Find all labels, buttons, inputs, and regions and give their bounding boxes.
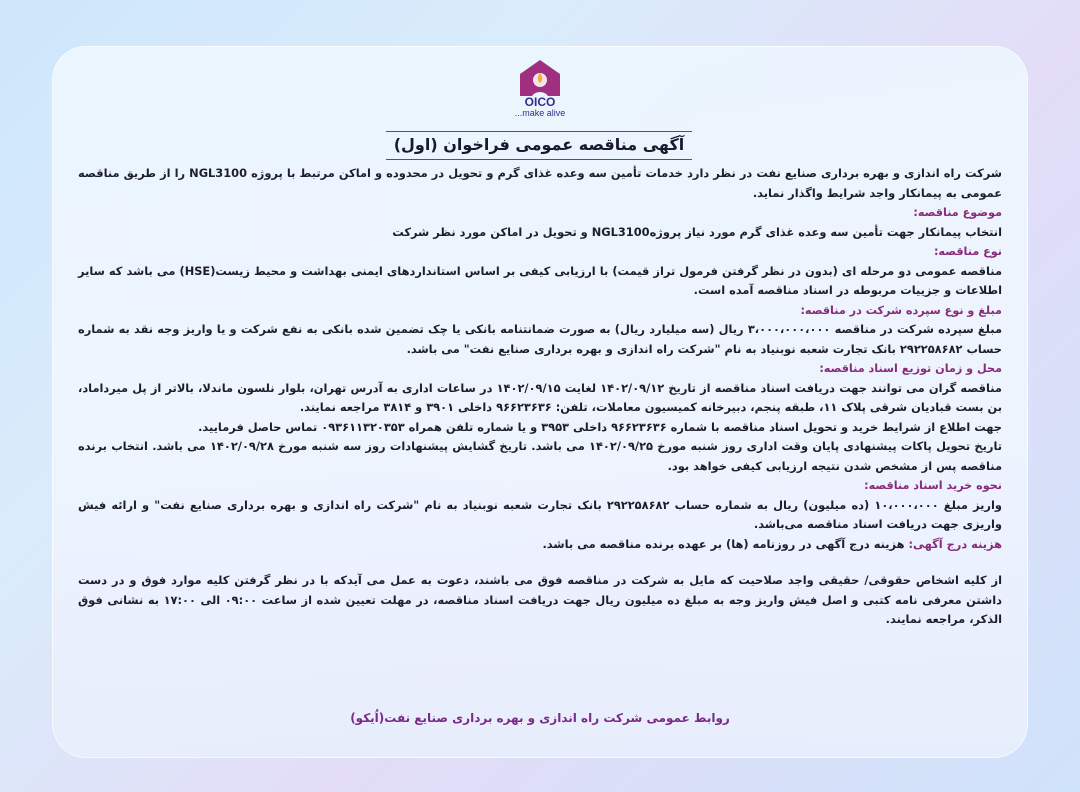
logo-house-icon xyxy=(518,58,562,98)
ad-cost-line xyxy=(78,535,1002,555)
footer-signature: روابط عمومی شرکت راه اندازی و بهره برداری صنایع نفت(اُیکو) xyxy=(350,711,730,725)
purchase-heading: نحوه خرید اسناد مناقصه: xyxy=(864,479,1002,492)
deposit-text: مبلغ سپرده شرکت در مناقصه ۳،۰۰۰،۰۰۰،۰۰۰ ریال (سه میلیارد ریال) به صورت ضمانتنامه بانکی یا چک تضمین شده بانکی به نفع شرکت و یا واریز وجه نقد به شماره حساب ۲۹۲۲۵۸۶۸۲ بانک تجارت شعبه نوبنیاد به نام "شرکت راه اندازی و بهره برداری صنایع نفت" می باشد. xyxy=(78,322,1002,356)
subject-heading: موضوع مناقصه: xyxy=(913,206,1002,219)
notice-body xyxy=(78,164,1002,630)
purchase-text: واریز مبلغ ۱۰،۰۰۰،۰۰۰ (ده میلیون) ریال به شماره حساب ۲۹۲۲۵۸۶۸۲ بانک تجارت شعبه نوبنیاد به نام "شرکت راه اندازی و بهره برداری صنایع نفت" و ارائه فیش واریزی جهت دریافت اسناد مناقصه می‌باشد. xyxy=(78,497,1002,531)
logo-slogan: ...make alive xyxy=(514,108,566,118)
subject-text: انتخاب پیمانکار جهت تأمین سه وعده غذای گرم مورد نیاز پروژهNGL3100 و تحویل در اماکن مورد نظر شرکت xyxy=(392,224,1002,239)
spacer xyxy=(78,554,1002,571)
type-heading: نوع مناقصه: xyxy=(933,245,1002,258)
info-text: جهت اطلاع از شرایط خرید و تحویل اسناد مناقصه با شماره ۹۶۶۲۳۶۳۶ داخلی ۳۹۵۳ و یا شماره تلفن همراه ۰۹۳۶۱۱۳۲۰۳۵۳ تماس حاصل فرمایید. xyxy=(198,419,1002,434)
type-text: مناقصه عمومی دو مرحله ای (بدون در نظر گرفتن فرمول تراز قیمت) با ارزیابی کیفی بر اساس استانداردهای ایمنی بهداشت و محیط زیست(HSE) می باشد که سایر اطلاعات و جزییات مربوطه در اسناد مناقصه آمده است. xyxy=(78,263,1002,297)
company-logo xyxy=(506,58,574,128)
intro-paragraph: شرکت راه اندازی و بهره برداری صنایع نفت در نظر دارد خدمات تأمین سه وعده غذای گرم و تحویل در محدوده و اماکن مرتبط با پروژه NGL3100 را از طریق مناقصه عمومی به پیمانکار واجد شرایط واگذار نماید. xyxy=(78,166,1002,200)
distribution-heading: محل و زمان توزیع اسناد مناقصه: xyxy=(819,362,1002,375)
notice-title: آگهی مناقصه عمومی فراخوان (اول) xyxy=(393,135,685,154)
title-bottom-rule xyxy=(386,159,692,160)
logo-brand: OICO xyxy=(524,95,556,109)
ad-cost-heading: هزینه درج آگهی: xyxy=(908,536,1002,551)
distribution-text: مناقصه گران می توانند جهت دریافت اسناد مناقصه از تاریخ ۱۴۰۲/۰۹/۱۲ لغایت ۱۴۰۲/۰۹/۱۵ در ساعات اداری به آدرس تهران، بلوار نلسون ماندلا، بالاتر از پل میرداماد، بن بست قبادیان شرقی پلاک ۱۱، طبقه پنجم، دبیرخانه کمیسیون معاملات، تلفن: ۹۶۶۲۳۶۳۶ داخلی ۳۹۰۱ و ۳۸۱۴ مراجعه نمایند. xyxy=(78,380,1002,414)
delivery-text: تاریخ تحویل پاکات پیشنهادی پایان وقت اداری روز شنبه مورخ ۱۴۰۲/۰۹/۲۵ می باشد. تاریخ گشایش پیشنهادات روز سه شنبه مورخ ۱۴۰۲/۰۹/۲۸ می باشد. انتخاب برنده مناقصه پس از مشخص شدن نتیجه ارزیابی کیفی خواهد بود. xyxy=(78,439,1002,473)
closing-paragraph: از کلیه اشخاص حقوقی/ حقیقی واجد صلاحیت که مایل به شرکت در مناقصه فوق می باشند، دعوت به عمل می آیدکه با در نظر گرفتن کلیه موارد فوق و در دست داشتن معرفی نامه کتبی و اصل فیش واریز وجه به مبلغ ده میلیون ریال جهت دریافت اسناد مناقصه، در مهلت تعیین شده از ساعت ۰۹:۰۰ الی ۱۷:۰۰ به نشانی فوق الذکر، مراجعه نمایند. xyxy=(78,573,1003,626)
ad-cost-text: هزینه درج آگهی در روزنامه (ها) بر عهده برنده مناقصه می باشد. xyxy=(542,536,905,551)
deposit-heading: مبلغ و نوع سپرده شرکت در مناقصه: xyxy=(800,303,1002,317)
